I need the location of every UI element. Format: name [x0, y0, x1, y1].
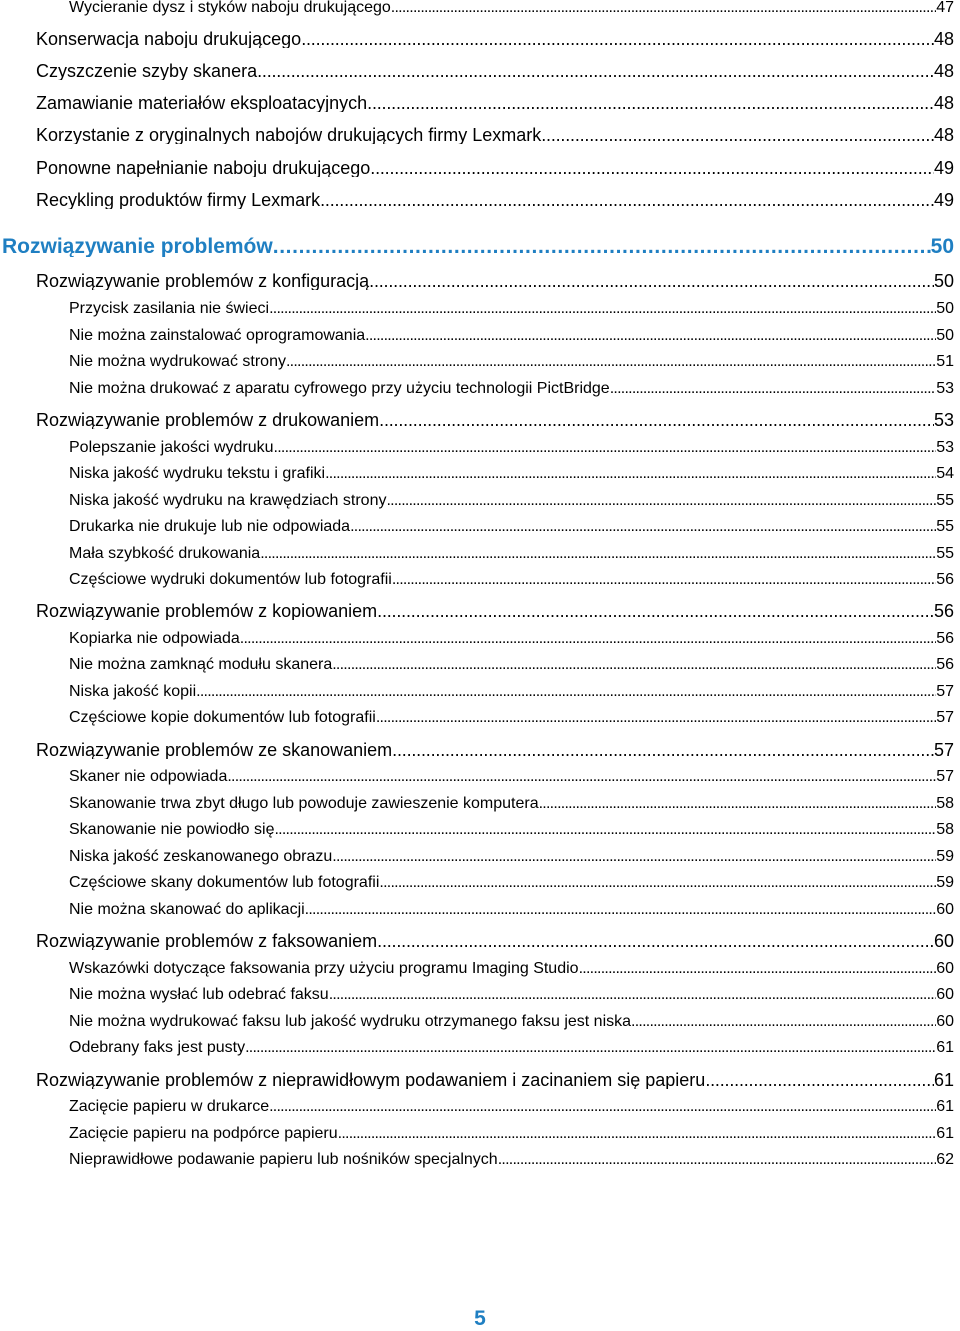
toc-entry-page: 53: [936, 440, 954, 456]
toc-entry-title: Niska jakość kopii: [69, 684, 197, 700]
toc-entry-page: 60: [936, 987, 954, 1003]
dot-leader: [245, 1040, 936, 1056]
toc-entry[interactable]: [36, 94, 954, 112]
toc-entry-page: 56: [936, 631, 954, 647]
dot-leader: [329, 987, 937, 1003]
dot-leader: [391, 0, 936, 16]
toc-entry-title: Nie można drukować z aparatu cyfrowego przy użyciu technologii PictBridge: [69, 381, 610, 397]
toc-entry-page: 60: [933, 932, 954, 950]
toc-entry[interactable]: [69, 328, 954, 344]
dot-leader: [305, 902, 937, 918]
toc-entry-page: 57: [936, 769, 954, 785]
toc-entry[interactable]: [69, 519, 954, 535]
toc-entry-title: Rozwiązywanie problemów: [2, 236, 273, 257]
dot-leader: [260, 546, 936, 562]
toc-entry-title: Rozwiązywanie problemów z drukowaniem: [36, 411, 380, 429]
dot-leader: [350, 519, 936, 535]
toc-entry[interactable]: [69, 875, 954, 891]
toc-entry-title: Niska jakość wydruku tekstu i grafiki: [69, 466, 326, 482]
toc-entry-page: 49: [933, 191, 954, 209]
dot-leader: [365, 328, 936, 344]
toc-entry[interactable]: [69, 684, 954, 700]
dot-leader: [240, 631, 936, 647]
dot-leader: [610, 381, 937, 397]
dot-leader: [274, 440, 937, 456]
toc-entry-title: Wycieranie dysz i styków naboju drukującego: [69, 0, 391, 16]
toc-entry[interactable]: [36, 62, 954, 80]
toc-entry-page: 61: [936, 1099, 954, 1115]
toc-entry[interactable]: [36, 411, 954, 429]
dot-leader: [367, 94, 934, 112]
dot-leader: [269, 301, 936, 317]
toc-entry[interactable]: [69, 961, 954, 977]
toc-entry-page: 50: [930, 236, 954, 257]
toc-entry-title: Częściowe skany dokumentów lub fotografii: [69, 875, 380, 891]
toc-entry-page: 48: [933, 126, 954, 144]
dot-leader: [320, 191, 934, 209]
toc-entry-title: Zacięcie papieru w drukarce: [69, 1099, 270, 1115]
toc-entry-page: 58: [936, 796, 954, 812]
toc-entry-page: 61: [936, 1126, 954, 1142]
toc-entry[interactable]: [69, 466, 954, 482]
toc-entry-title: Niska jakość wydruku na krawędziach strony: [69, 493, 387, 509]
toc-entry[interactable]: [36, 602, 954, 620]
dot-leader: [269, 1099, 936, 1115]
toc-entry-title: Drukarka nie drukuje lub nie odpowiada: [69, 519, 351, 535]
toc-entry-title: Skanowanie trwa zbyt długo lub powoduje zawieszenie komputera: [69, 796, 539, 812]
toc-entry[interactable]: [36, 932, 954, 950]
dot-leader: [370, 159, 934, 177]
toc-entry-page: 61: [933, 1071, 954, 1089]
dot-leader: [579, 961, 937, 977]
toc-entry-title: Mała szybkość drukowania: [69, 546, 261, 562]
dot-leader: [273, 236, 931, 257]
toc-entry-title: Nie można zainstalować oprogramowania: [69, 328, 366, 344]
toc-entry[interactable]: [36, 30, 954, 48]
toc-entry-title: Rozwiązywanie problemów z kopiowaniem: [36, 602, 378, 620]
dot-leader: [325, 466, 936, 482]
toc-entry[interactable]: [36, 272, 954, 290]
toc-entry-title: Odebrany faks jest pusty: [69, 1040, 246, 1056]
toc-entry-page: 59: [936, 849, 954, 865]
toc-entry-page: 48: [933, 62, 954, 80]
dot-leader: [227, 769, 936, 785]
toc-entry-page: 58: [936, 822, 954, 838]
dot-leader: [369, 272, 934, 290]
toc-entry[interactable]: [69, 0, 954, 16]
toc-entry-title: Recykling produktów firmy Lexmark: [36, 191, 321, 209]
toc-entry[interactable]: [69, 440, 954, 456]
dot-leader: [631, 1014, 936, 1030]
toc-entry-page: 55: [936, 519, 954, 535]
toc-entry-title: Rozwiązywanie problemów ze skanowaniem: [36, 741, 393, 759]
toc-entry-title: Rozwiązywanie problemów z konfiguracją: [36, 272, 370, 290]
toc-entry[interactable]: [69, 1014, 954, 1030]
toc-entry[interactable]: [36, 126, 954, 144]
dot-leader: [392, 572, 936, 588]
toc-entry-page: 60: [936, 961, 954, 977]
toc-entry[interactable]: [36, 191, 954, 209]
dot-leader: [379, 411, 934, 429]
toc-entry[interactable]: [36, 741, 954, 759]
toc-entry[interactable]: [69, 1040, 954, 1056]
toc-entry[interactable]: [69, 1099, 954, 1115]
toc-entry[interactable]: [69, 987, 954, 1003]
toc-entry[interactable]: [69, 657, 954, 673]
toc-entry-title: Przycisk zasilania nie świeci: [69, 301, 270, 317]
toc-entry[interactable]: [69, 796, 954, 812]
dot-leader: [332, 657, 936, 673]
toc-entry-page: 59: [936, 875, 954, 891]
toc-entry[interactable]: [69, 493, 954, 509]
toc-entry-title: Rozwiązywanie problemów z nieprawidłowym podawaniem i zacinaniem się papieru: [36, 1071, 706, 1089]
toc-entry-title: Wskazówki dotyczące faksowania przy użyciu programu Imaging Studio: [69, 961, 579, 977]
toc-entry[interactable]: [69, 710, 954, 726]
toc-entry[interactable]: [69, 849, 954, 865]
dot-leader: [376, 710, 936, 726]
toc-entry-page: 53: [933, 411, 954, 429]
toc-entry-page: 55: [936, 493, 954, 509]
page-number: 5: [474, 1307, 486, 1330]
toc-entry-page: 57: [933, 741, 954, 759]
dot-leader: [498, 1152, 937, 1168]
toc-entry-title: Nie można wydrukować strony: [69, 354, 286, 370]
toc-entry-title: Konserwacja naboju drukującego: [36, 30, 302, 48]
toc-entry[interactable]: [69, 1126, 954, 1142]
dot-leader: [386, 493, 936, 509]
toc-entry[interactable]: [69, 902, 954, 918]
toc-entry-page: 48: [933, 94, 954, 112]
toc-entry-page: 50: [936, 301, 954, 317]
toc-entry-page: 61: [936, 1040, 954, 1056]
dot-leader: [301, 30, 934, 48]
toc-entry-page: 53: [936, 381, 954, 397]
toc-entry-title: Nie można skanować do aplikacji: [69, 902, 305, 918]
toc-entry-page: 55: [936, 546, 954, 562]
toc-entry[interactable]: [69, 301, 954, 317]
dot-leader: [196, 684, 936, 700]
dot-leader: [377, 602, 934, 620]
toc-entry[interactable]: [69, 769, 954, 785]
toc-entry[interactable]: [69, 1152, 954, 1168]
toc-entry[interactable]: [69, 381, 954, 397]
toc-entry-title: Skanowanie nie powiodło się: [69, 822, 275, 838]
dot-leader: [392, 741, 934, 759]
toc-entry[interactable]: [2, 236, 954, 257]
toc-entry-title: Nie można wydrukować faksu lub jakość wydruku otrzymanego faksu jest niska: [69, 1014, 632, 1030]
toc-entry-page: 57: [936, 684, 954, 700]
toc-entry-title: Korzystanie z oryginalnych nabojów drukujących firmy Lexmark: [36, 126, 542, 144]
dot-leader: [286, 354, 936, 370]
toc-entry[interactable]: [36, 159, 954, 177]
toc-entry[interactable]: [69, 546, 954, 562]
toc-entry[interactable]: [69, 354, 954, 370]
toc-entry[interactable]: [36, 1071, 954, 1089]
toc-entry-title: Częściowe kopie dokumentów lub fotografii: [69, 710, 376, 726]
toc-entry-page: 51: [936, 354, 954, 370]
dot-leader: [257, 62, 934, 80]
toc-entry-title: Nie można zamknąć modułu skanera: [69, 657, 333, 673]
toc-entry-page: 56: [936, 657, 954, 673]
toc-entry-page: 57: [936, 710, 954, 726]
toc-entry-title: Częściowe wydruki dokumentów lub fotografii: [69, 572, 392, 588]
toc-entry-page: 47: [936, 0, 954, 16]
toc-entry-title: Ponowne napełnianie naboju drukującego: [36, 159, 371, 177]
toc-entry-title: Zamawianie materiałów eksploatacyjnych: [36, 94, 368, 112]
dot-leader: [541, 126, 934, 144]
toc-entry-page: 48: [933, 30, 954, 48]
toc-entry[interactable]: [69, 631, 954, 647]
toc-entry-title: Czyszczenie szyby skanera: [36, 62, 258, 80]
dot-leader: [539, 796, 937, 812]
toc-entry-page: 54: [936, 466, 954, 482]
toc-entry-page: 50: [933, 272, 954, 290]
toc-entry[interactable]: [69, 822, 954, 838]
toc-entry-title: Skaner nie odpowiada: [69, 769, 228, 785]
dot-leader: [705, 1071, 934, 1089]
toc-entry-title: Nieprawidłowe podawanie papieru lub nośników specjalnych: [69, 1152, 498, 1168]
dot-leader: [332, 849, 936, 865]
toc-entry-page: 62: [936, 1152, 954, 1168]
toc-entry-page: 56: [936, 572, 954, 588]
dot-leader: [377, 932, 934, 950]
toc-entry-page: 60: [936, 902, 954, 918]
toc-entry-title: Rozwiązywanie problemów z faksowaniem: [36, 932, 378, 950]
toc-entry-page: 49: [933, 159, 954, 177]
toc-entry-page: 56: [933, 602, 954, 620]
toc-entry-page: 60: [936, 1014, 954, 1030]
dot-leader: [338, 1126, 937, 1142]
toc-entry-title: Polepszanie jakości wydruku: [69, 440, 274, 456]
toc-entry-title: Zacięcie papieru na podpórce papieru: [69, 1126, 338, 1142]
toc-entry-title: Nie można wysłać lub odebrać faksu: [69, 987, 329, 1003]
dot-leader: [379, 875, 936, 891]
toc-entry-title: Kopiarka nie odpowiada: [69, 631, 240, 647]
toc-entry-page: 50: [936, 328, 954, 344]
toc-entry-title: Niska jakość zeskanowanego obrazu: [69, 849, 333, 865]
toc-entry[interactable]: [69, 572, 954, 588]
dot-leader: [274, 822, 936, 838]
